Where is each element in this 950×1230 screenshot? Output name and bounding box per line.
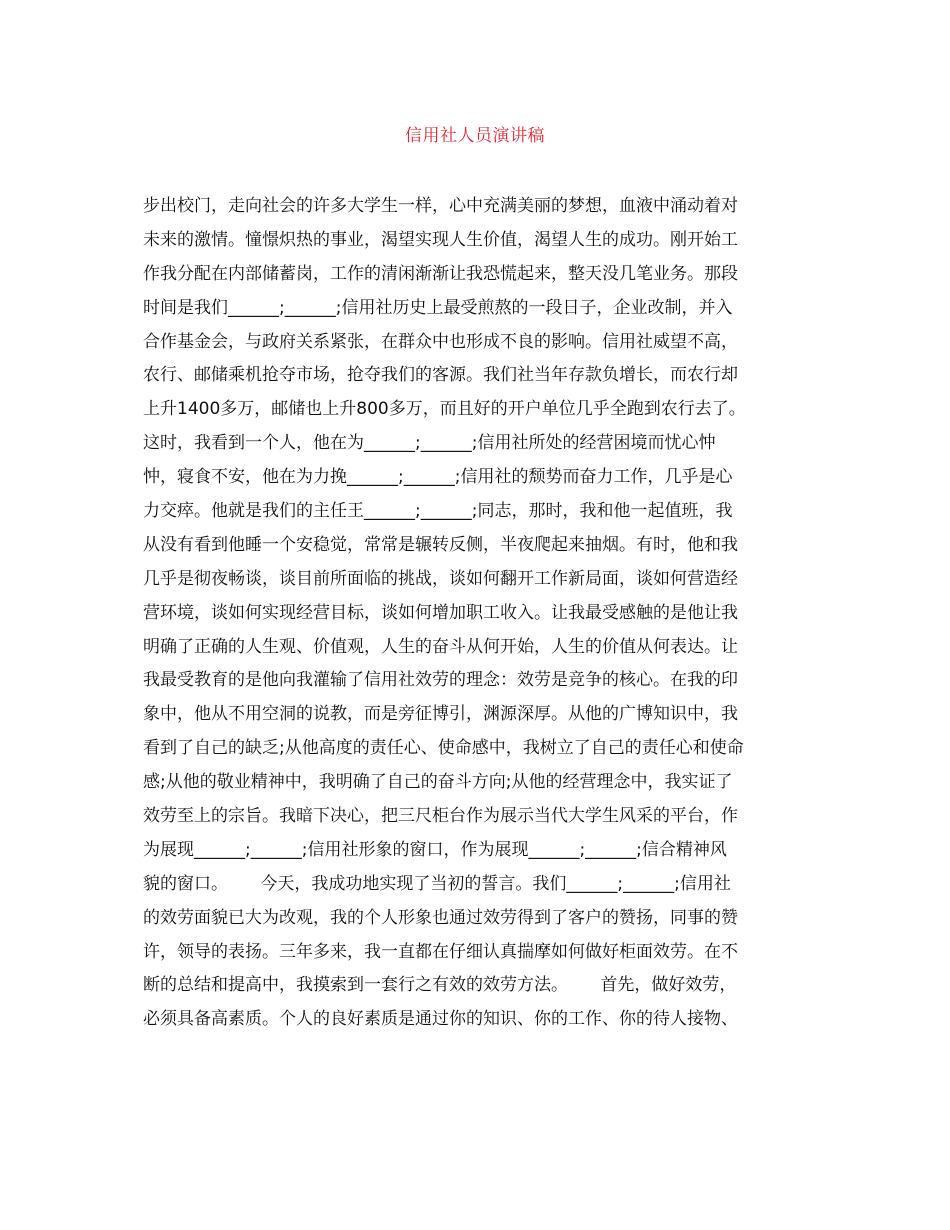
body-line: 忡，寝食不安，他在为力挽______;______;信用社的颓势而奋力工作，几乎是心	[143, 467, 733, 488]
body-line: 几乎是彻夜畅谈，谈目前所面临的挑战，谈如何翻开工作新局面，谈如何营造经	[143, 568, 738, 589]
body-line: 未来的激情。憧憬炽热的事业，渴望实现人生价值，渴望人生的成功。刚开始工	[143, 229, 738, 250]
body-line: 必须具备高素质。个人的良好素质是通过你的知识、你的工作、你的待人接物、	[143, 1009, 738, 1030]
body-line: 农行、邮储乘机抢夺市场，抢夺我们的客源。我们社当年存款负增长，而农行却	[143, 365, 738, 386]
body-line: 许，领导的表扬。三年多来，我一直都在仔细认真揣摩如何做好柜面效劳。在不	[143, 941, 738, 962]
body-line: 步出校门，走向社会的许多大学生一样，心中充满美丽的梦想，血液中涌动着对	[143, 196, 738, 216]
body-line: 营环境，谈如何实现经营目标，谈如何增加职工收入。让我最受感触的是他让我	[143, 602, 738, 623]
document-body	[143, 190, 813, 1037]
body-line: 效劳至上的宗旨。我暗下决心，把三尺柜台作为展示当代大学生风采的平台，作	[143, 806, 738, 827]
body-line: 明确了正确的人生观、价值观，人生的奋斗从何开始，人生的价值从何表达。让	[143, 636, 738, 657]
body-line: 象中，他从不用空洞的说教，而是旁征博引，渊源深厚。从他的广博知识中，我	[143, 704, 738, 725]
body-line: 合作基金会，与政府关系紧张，在群众中也形成不良的影响。信用社威望不高，	[143, 331, 738, 352]
body-line: 断的总结和提高中，我摸索到一套行之有效的效劳方法。 首先，做好效劳，	[143, 975, 737, 996]
body-line: 时间是我们______;______;信用社历史上最受煎熬的一段日子，企业改制，并入	[143, 297, 733, 318]
body-line: 作我分配在内部储蓄岗，工作的清闲渐渐让我恐慌起来，整天没几笔业务。那段	[143, 263, 738, 284]
body-line: 上升1400多万，邮储也上升800多万，而且好的开户单位几乎全跑到农行去了。	[143, 399, 746, 420]
body-line: 貌的窗口。 今天，我成功地实现了当初的誓言。我们______;______;信用社	[143, 873, 731, 894]
body-line: 从没有看到他睡一个安稳觉，常常是辗转反侧，半夜爬起来抽烟。有时，他和我	[143, 534, 738, 555]
body-line: 看到了自己的缺乏;从他高度的责任心、使命感中，我树立了自己的责任心和使命	[143, 738, 744, 759]
body-line: 感;从他的敬业精神中，我明确了自己的奋斗方向;从他的经营理念中，我实证了	[143, 772, 733, 793]
body-line: 的效劳面貌已大为改观，我的个人形象也通过效劳得到了客户的赞扬，同事的赞	[143, 907, 738, 928]
body-line: 这时，我看到一个人，他在为______;______;信用社所处的经营困境而忧心忡	[143, 433, 716, 454]
document-title: 信用社人员演讲稿	[405, 126, 545, 146]
body-line: 力交瘁。他就是我们的主任王______;______;同志，那时，我和他一起值班，我	[143, 501, 733, 522]
body-line: 我最受教育的是他向我灌输了信用社效劳的理念：效劳是竞争的核心。在我的印	[143, 670, 738, 691]
body-line: 为展现______;______;信用社形象的窗口，作为展现______;______;信合精神风	[143, 839, 727, 860]
